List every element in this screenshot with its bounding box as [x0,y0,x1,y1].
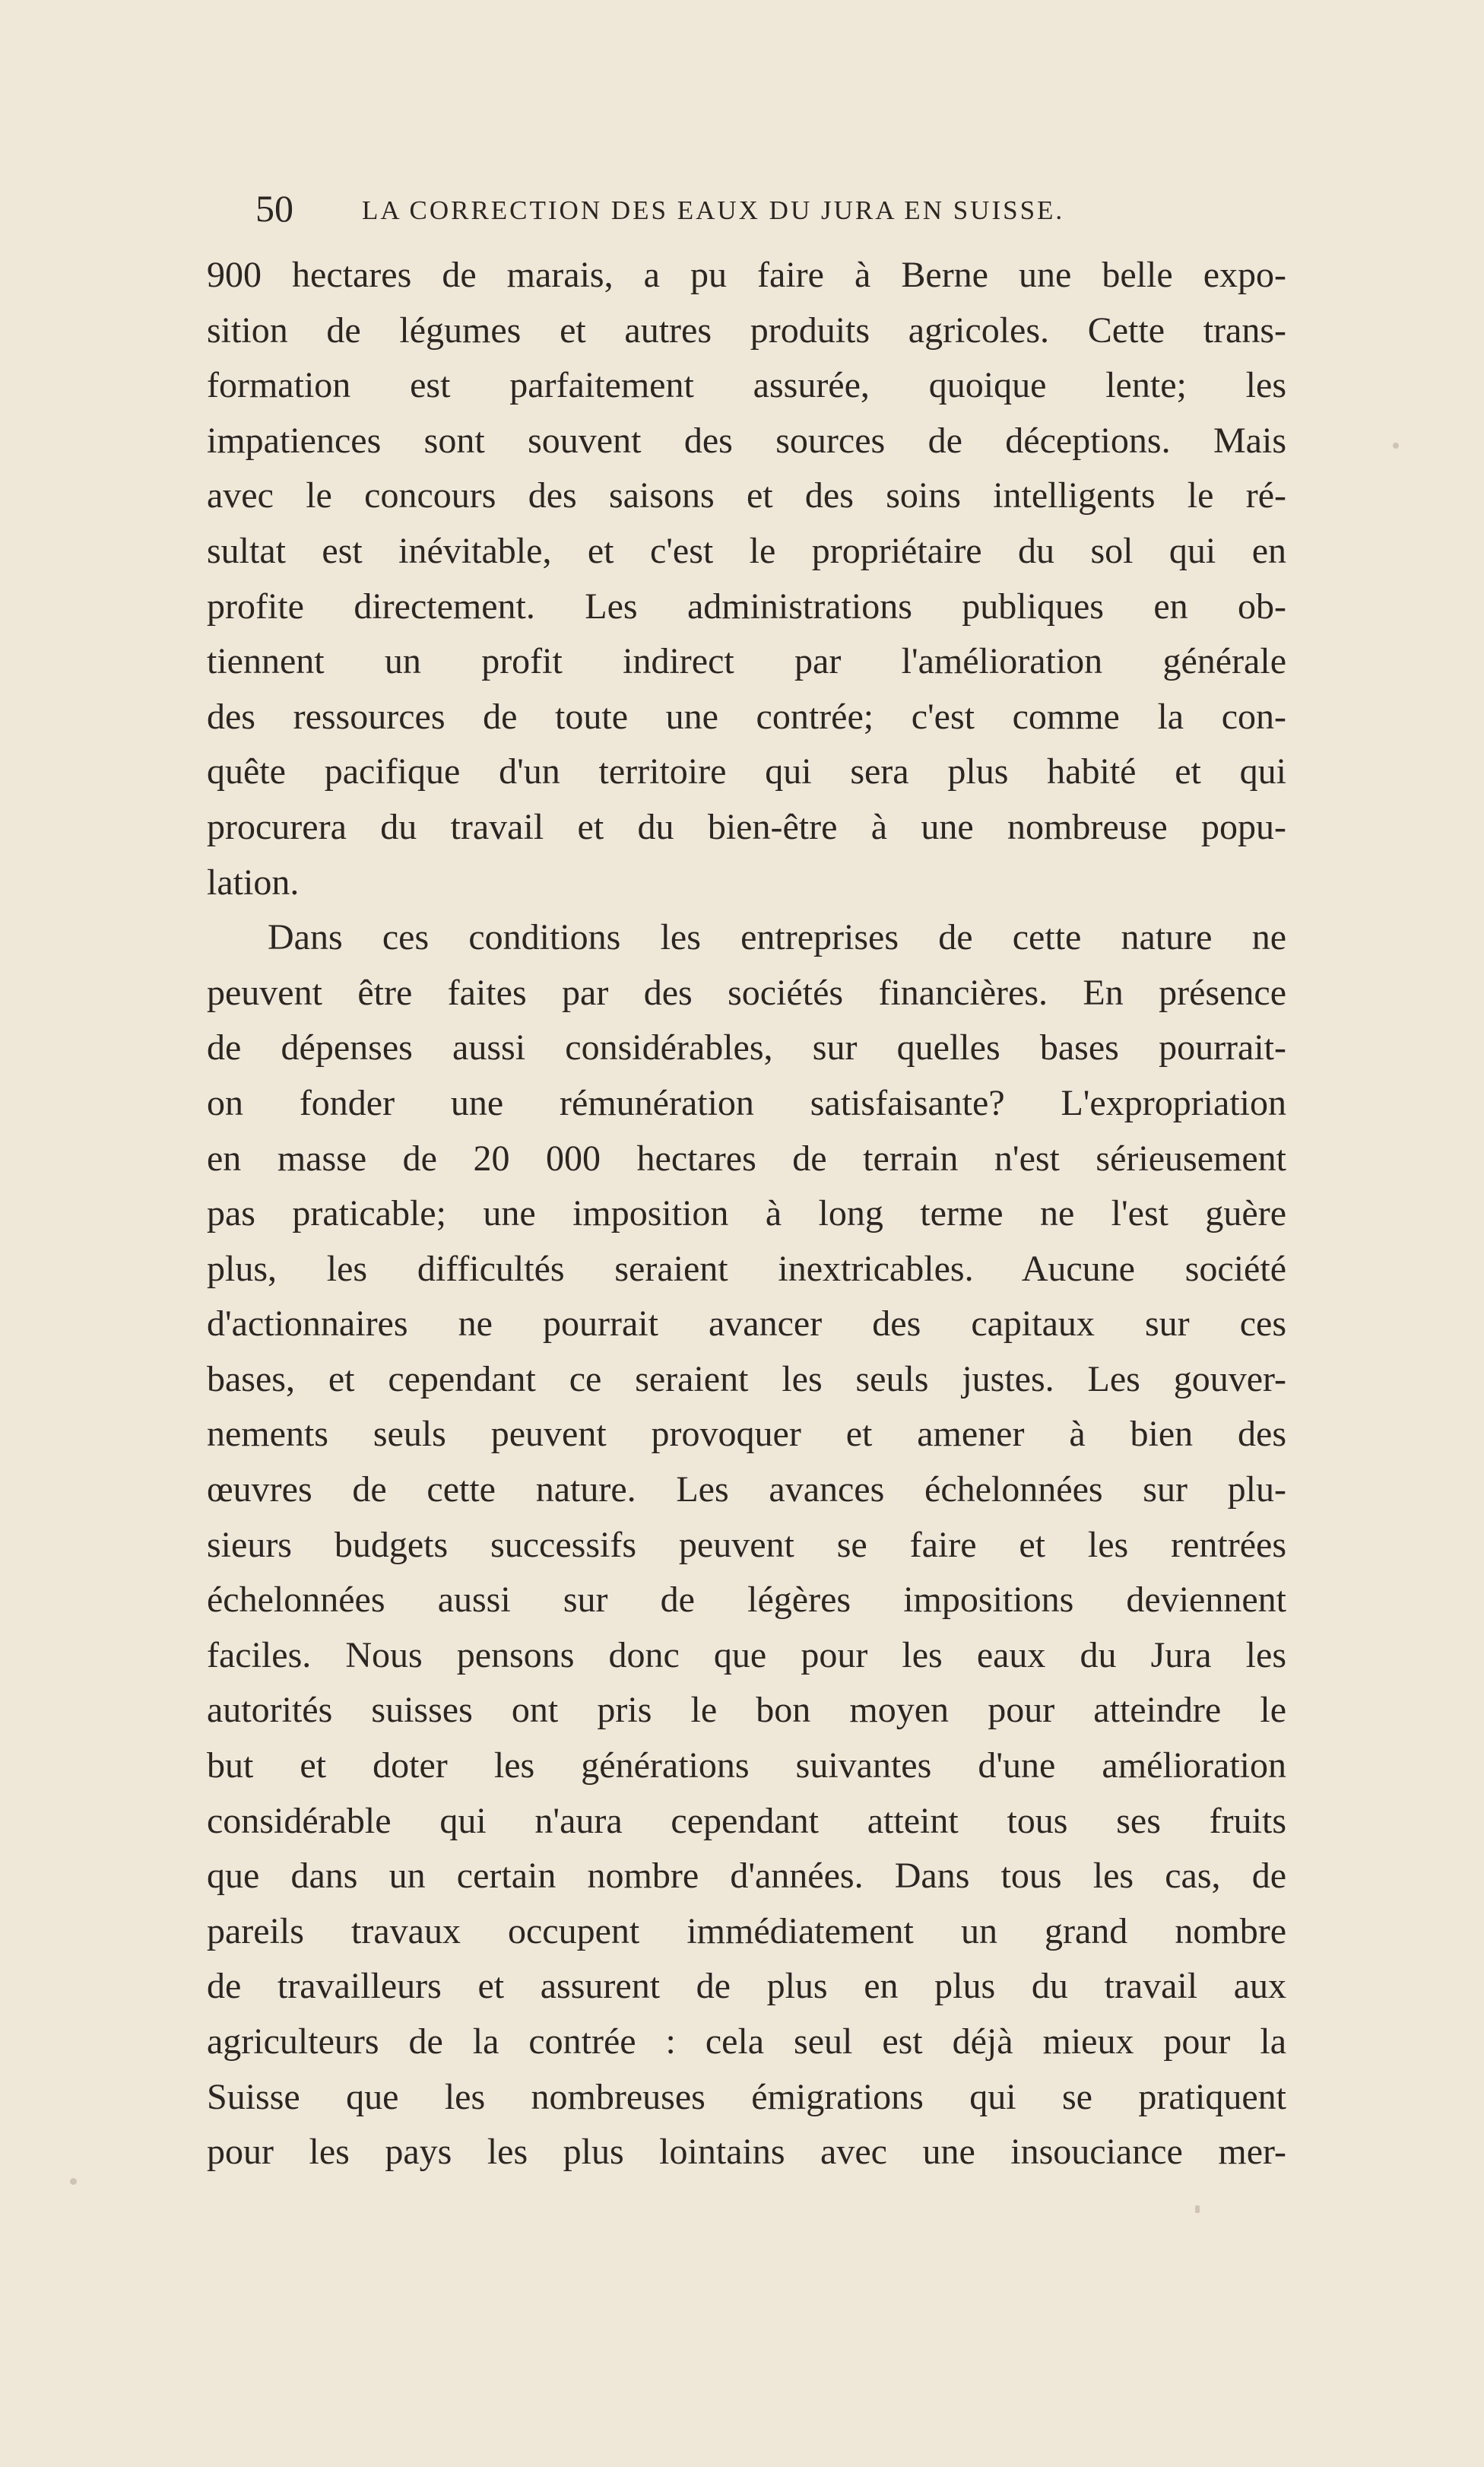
paragraph-2 [207,910,1286,2180]
text-line: avec le concours des saisons et des soins intelligents le ré- [207,475,1286,516]
paper-speck [1393,443,1399,449]
text-line: considérable qui n'aura cependant atteint tous ses fruits [207,1800,1286,1841]
running-title: LA CORRECTION DES EAUX DU JURA EN SUISSE. [362,195,1065,225]
text-line: d'actionnaires ne pourrait avancer des capitaux sur ces [207,1303,1286,1345]
text-line: agriculteurs de la contrée : cela seul est déjà mieux pour la [207,2021,1286,2062]
text-line: Dans ces conditions les entreprises de cette nature ne [268,917,1286,958]
text-line: échelonnées aussi sur de légères impositions deviennent [207,1580,1286,1621]
text-line: de travailleurs et assurent de plus en plus du travail aux [207,1966,1286,2007]
text-line: but et doter les générations suivantes d'une amélioration [207,1745,1286,1786]
paper-speck [70,2178,77,2185]
text-line: pour les pays les plus lointains avec une insouciance mer- [207,2132,1286,2173]
text-line: procurera du travail et du bien-être à une nombreuse popu- [207,806,1286,847]
text-line: on fonder une rémunération satisfaisante? L'expropriation [207,1082,1286,1123]
text-line: des ressources de toute une contrée; c'est comme la con- [207,696,1286,737]
text-line: quête pacifique d'un territoire qui sera plus habité et qui [207,751,1286,792]
text-line: œuvres de cette nature. Les avances échelonnées sur plu- [207,1469,1286,1510]
running-head [255,186,1289,239]
text-line: autorités suisses ont pris le bon moyen pour atteindre le [207,1690,1286,1731]
text-line: tiennent un profit indirect par l'amélioration générale [207,641,1286,682]
text-line: 900 hectares de marais, a pu faire à Berne une belle expo- [207,255,1286,295]
text-line: formation est parfaitement assurée, quoique lente; les [207,365,1286,406]
text-line: sultat est inévitable, et c'est le propriétaire du sol qui en [207,530,1286,571]
text-line: bases, et cependant ce seraient les seuls justes. Les gouver- [207,1358,1286,1399]
text-line: plus, les difficultés seraient inextricables. Aucune société [207,1248,1286,1289]
text-line: peuvent être faites par des sociétés financières. En présence [207,972,1286,1013]
text-line: profite directement. Les administrations publiques en ob- [207,586,1286,627]
text-line: en masse de 20 000 hectares de terrain n'est sérieusement [207,1138,1286,1179]
text-line: impatiences sont souvent des sources de déceptions. Mais [207,420,1286,461]
text-line: nements seuls peuvent provoquer et amener à bien des [207,1414,1286,1455]
page-number: 50 [255,187,293,230]
text-line: de dépenses aussi considérables, sur quelles bases pourrait- [207,1027,1286,1068]
text-line: que dans un certain nombre d'années. Dans tous les cas, de [207,1856,1286,1897]
body-text [207,248,1286,2180]
paragraph-1 [207,248,1286,910]
text-line: sieurs budgets successifs peuvent se faire et les rentrées [207,1524,1286,1565]
text-line: pareils travaux occupent immédiatement un grand nombre [207,1910,1286,1951]
text-line: Suisse que les nombreuses émigrations qui se pratiquent [207,2076,1286,2117]
text-line: sition de légumes et autres produits agricoles. Cette trans- [207,310,1286,351]
text-line: faciles. Nous pensons donc que pour les eaux du Jura les [207,1634,1286,1675]
paper-speck [1195,2205,1200,2213]
text-line: lation. [207,862,300,903]
text-line: pas praticable; une imposition à long terme ne l'est guère [207,1193,1286,1234]
